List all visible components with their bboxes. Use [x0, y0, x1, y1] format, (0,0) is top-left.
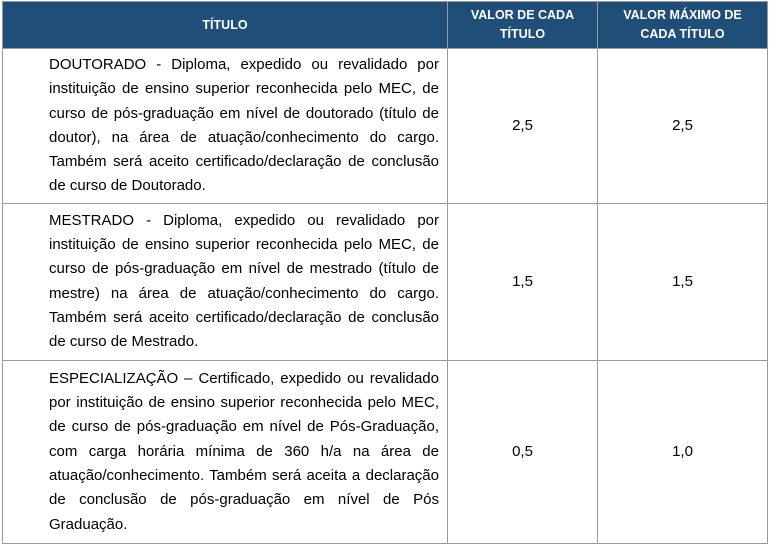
table-row	[3, 49, 768, 204]
table-row	[3, 203, 768, 360]
row-value-max: 1,0	[598, 360, 768, 543]
row-value-each: 2,5	[448, 49, 598, 204]
row-value-max: 2,5	[598, 49, 768, 204]
header-value-max: VALOR MÁXIMO DE CADA TÍTULO	[598, 2, 768, 49]
header-title: TÍTULO	[3, 2, 448, 49]
header-value-each: VALOR DE CADA TÍTULO	[448, 2, 598, 49]
row-value-each: 1,5	[448, 203, 598, 360]
row-value-each: 0,5	[448, 360, 598, 543]
table-header-row	[3, 2, 768, 49]
row-value-max: 1,5	[598, 203, 768, 360]
row-description: ESPECIALIZAÇÃO – Certificado, expedido ou revalidado por instituição de ensino superior reconhecida pelo MEC, de curso de pós-graduação em nível de Pós-Graduação, com carga horária mínima de 360 h/a na área de atuação/conhecimento. Também será aceita a declaração de conclusão de pós-graduação em nível de Pós Graduação.	[3, 360, 448, 543]
row-description: DOUTORADO - Diploma, expedido ou revalidado por instituição de ensino superior reconhecida pelo MEC, de curso de pós-graduação em nível de doutorado (título de doutor), na área de atuação/conhecimento do cargo. Também será aceito certificado/declaração de conclusão de curso de Doutorado.	[3, 49, 448, 204]
titles-score-table	[2, 1, 768, 544]
row-description: MESTRADO - Diploma, expedido ou revalidado por instituição de ensino superior reconhecida pelo MEC, de curso de pós-graduação em nível de mestrado (título de mestre) na área de atuação/conhecimento do cargo. Também será aceito certificado/declaração de conclusão de curso de Mestrado.	[3, 203, 448, 360]
table-row	[3, 360, 768, 543]
